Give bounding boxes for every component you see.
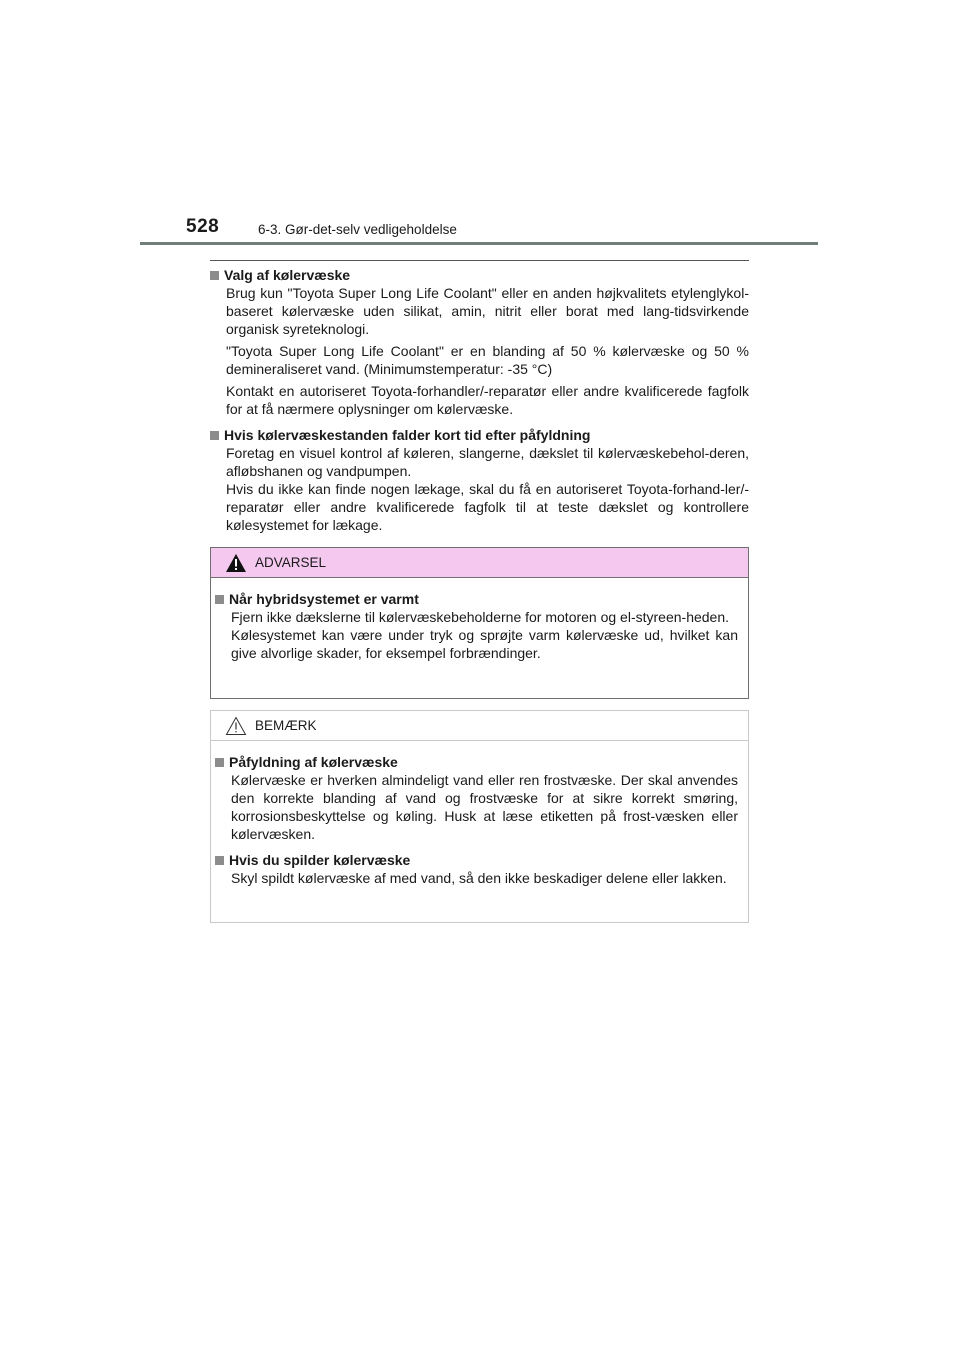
paragraph: Kølesystemet kan være under tryk og sprøjte varm kølervæske ud, hvilket kan give alvorlige skader, for eksempel forbrændinger. [231,627,738,661]
paragraph: "Toyota Super Long Life Coolant" er en blanding af 50 % kølervæske og 50 % demineraliseret vand. (Minimumstemperatur: -35 °C) [226,343,749,377]
item-heading-text: Hvis du spilder kølervæske [229,852,411,868]
notice-body [211,741,748,887]
item-heading-text: Påfyldning af kølervæske [229,754,398,770]
item-coolant-drop [210,426,749,534]
paragraph: Kølervæske er hverken almindeligt vand eller ren frostvæske. Der skal anvendes den korrekte blanding af vand og frostvæske for at sikre korrekt smøring, korrosionsbeskyttelse og køling. Husk at læse etiketten på frost-væsken eller kølervæsken. [231,772,738,842]
notice-title: BEMÆRK [255,717,317,733]
item-heading [215,851,738,869]
section-title: 6-3. Gør-det-selv vedligeholdelse [258,222,457,237]
item-heading-text: Valg af kølervæske [224,267,351,283]
item-heading-text: Hvis kølervæskestanden falder kort tid efter påfyldning [224,427,591,443]
item-heading [215,590,738,608]
warning-body [211,578,748,662]
square-bullet-icon [215,758,224,767]
square-bullet-icon [210,271,219,280]
notice-header [211,711,748,741]
paragraph: Skyl spildt kølervæske af med vand, så den ikke beskadiger delene eller lakken. [231,870,727,886]
item-heading [210,426,749,444]
caution-triangle-outline-icon [225,716,247,736]
page-number: 528 [186,216,220,237]
warning-header [211,548,748,578]
square-bullet-icon [215,595,224,604]
item-heading [210,266,749,284]
warning-title: ADVARSEL [255,554,327,570]
item-heading-text: Når hybridsystemet er varmt [229,591,419,607]
notice-box [210,710,749,923]
warning-box [210,547,749,699]
paragraph: Foretag en visuel kontrol af køleren, slangerne, dækslet til kølervæskebehol-deren, afløbshanen og vandpumpen. [226,445,749,479]
paragraph: Hvis du ikke kan finde nogen lækage, skal du få en autoriseret Toyota-forhand-ler/-reparatør eller andre kvalificerede fagfolk til at teste dækslet og kontrollere kølesystemet for lækage. [226,481,749,533]
item-heading [215,753,738,771]
content-rule [210,260,749,261]
paragraph: Kontakt en autoriseret Toyota-forhandler/-reparatør eller andre kvalificerede fagfolk for at få nærmere oplysninger om kølervæske. [226,383,749,417]
warning-triangle-icon [225,553,247,573]
paragraph: Brug kun "Toyota Super Long Life Coolant" eller en anden højkvalitets etylenglykol-baseret kølervæske uden silikat, amin, nitrit eller borat med lang-tidsvirkende organisk syreteknologi. [226,285,749,337]
item-coolant-choice [210,266,749,418]
main-content [210,266,749,538]
header-rule [140,242,818,245]
square-bullet-icon [215,856,224,865]
paragraph: Fjern ikke dækslerne til kølervæskebeholderne for motoren og el-styreen-heden. [231,609,730,625]
square-bullet-icon [210,431,219,440]
